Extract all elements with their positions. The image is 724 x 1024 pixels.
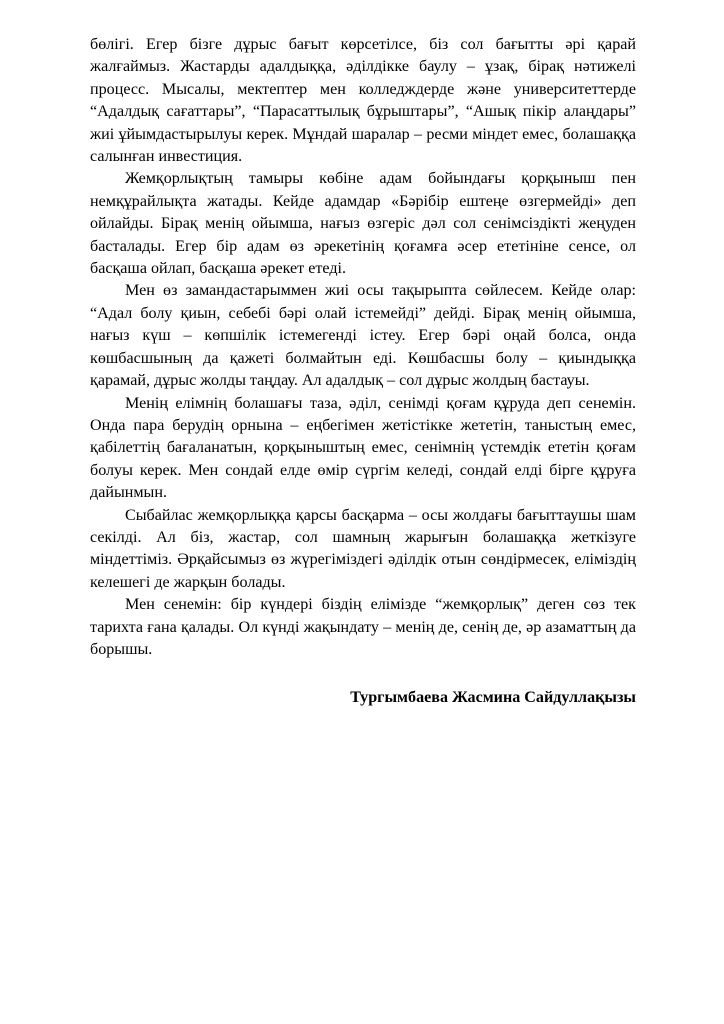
body-paragraph-3: Мен өз замандастарыммен жиі осы тақырыпта сөйлесем. Кейде олар: “Адал болу қиын, себебі бәрі олай істемейді” дейді. Бірақ менің ойымша, нағыз күш – көпшілік істемегенді істеу. Егер бәрі оңай болса, онда көшбасшының да қажеті болмайтын еді. Көшбасшы болу – қиындыққа қарамай, дұрыс жолды таңдау. Ал адалдық – сол дұрыс жолдың бастауы.: [90, 282, 636, 390]
body-paragraph-6: Мен сенемін: бір күндері біздің елімізде “жемқорлық” деген сөз тек тарихта ғана қалады. Ол күнді жақындату – менің де, сенің де, әр азаматтың да борышы.: [90, 596, 636, 658]
body-paragraph-5: Сыбайлас жемқорлыққа қарсы басқарма – осы жолдағы бағыттаушы шам секілді. Ал біз, жастар, сол шамның жарығын болашаққа жеткізуге міндеттіміз. Әрқайсымыз өз жүрегіміздегі әділдік отын сөндірмесек, еліміздің келешегі де жарқын болады.: [90, 506, 636, 591]
author-signature: Тургымбаева Жасмина Сайдуллақызы: [350, 689, 636, 707]
body-paragraph-1: бөлігі. Егер бізге дұрыс бағыт көрсетілсе, біз сол бағытты әрі қарай жалғаймыз. Жастарды адалдыққа, әділдікке баулу – ұзақ, бірақ нәтижелі процесс. Мысалы, мектептер мен колледждерде және университеттерде “Адалдық сағаттары”, “Парасаттылық бұрыштары”, “Ашық пікір алаңдары” жиі ұйымдастырылуы керек. Мұндай шаралар – ресми міндет емес, болашаққа салынған инвестиция.: [90, 36, 636, 166]
body-paragraph-4: Менің елімнің болашағы таза, әділ, сенімді қоғам құруда деп сенемін. Онда пара берудің орнына – еңбегімен жетістікке жететін, таныстың емес, қабілеттің бағаланатын, қорқыныштың емес, сенімнің үстемдік ететін қоғам болуы керек. Мен сондай елде өмір сүргім келеді, сондай елді бірге құруға дайынмын.: [90, 394, 636, 502]
signature-block: [90, 687, 636, 709]
body-paragraph-2: Жемқорлықтың тамыры көбіне адам бойындағы қорқыныш пен немқұрайлықта жатады. Кейде адамдар «Бәрібір ештеңе өзгермейді» деп ойлайды. Бірақ менің ойымша, нағыз өзгеріс дәл сол сенімсіздікті жеңуден басталады. Егер бір адам өз әрекетінің қоғамға әсер ететініне сенсе, ол басқаша ойлап, басқаша әрекет етеді.: [90, 170, 636, 278]
document-body: [90, 34, 636, 710]
